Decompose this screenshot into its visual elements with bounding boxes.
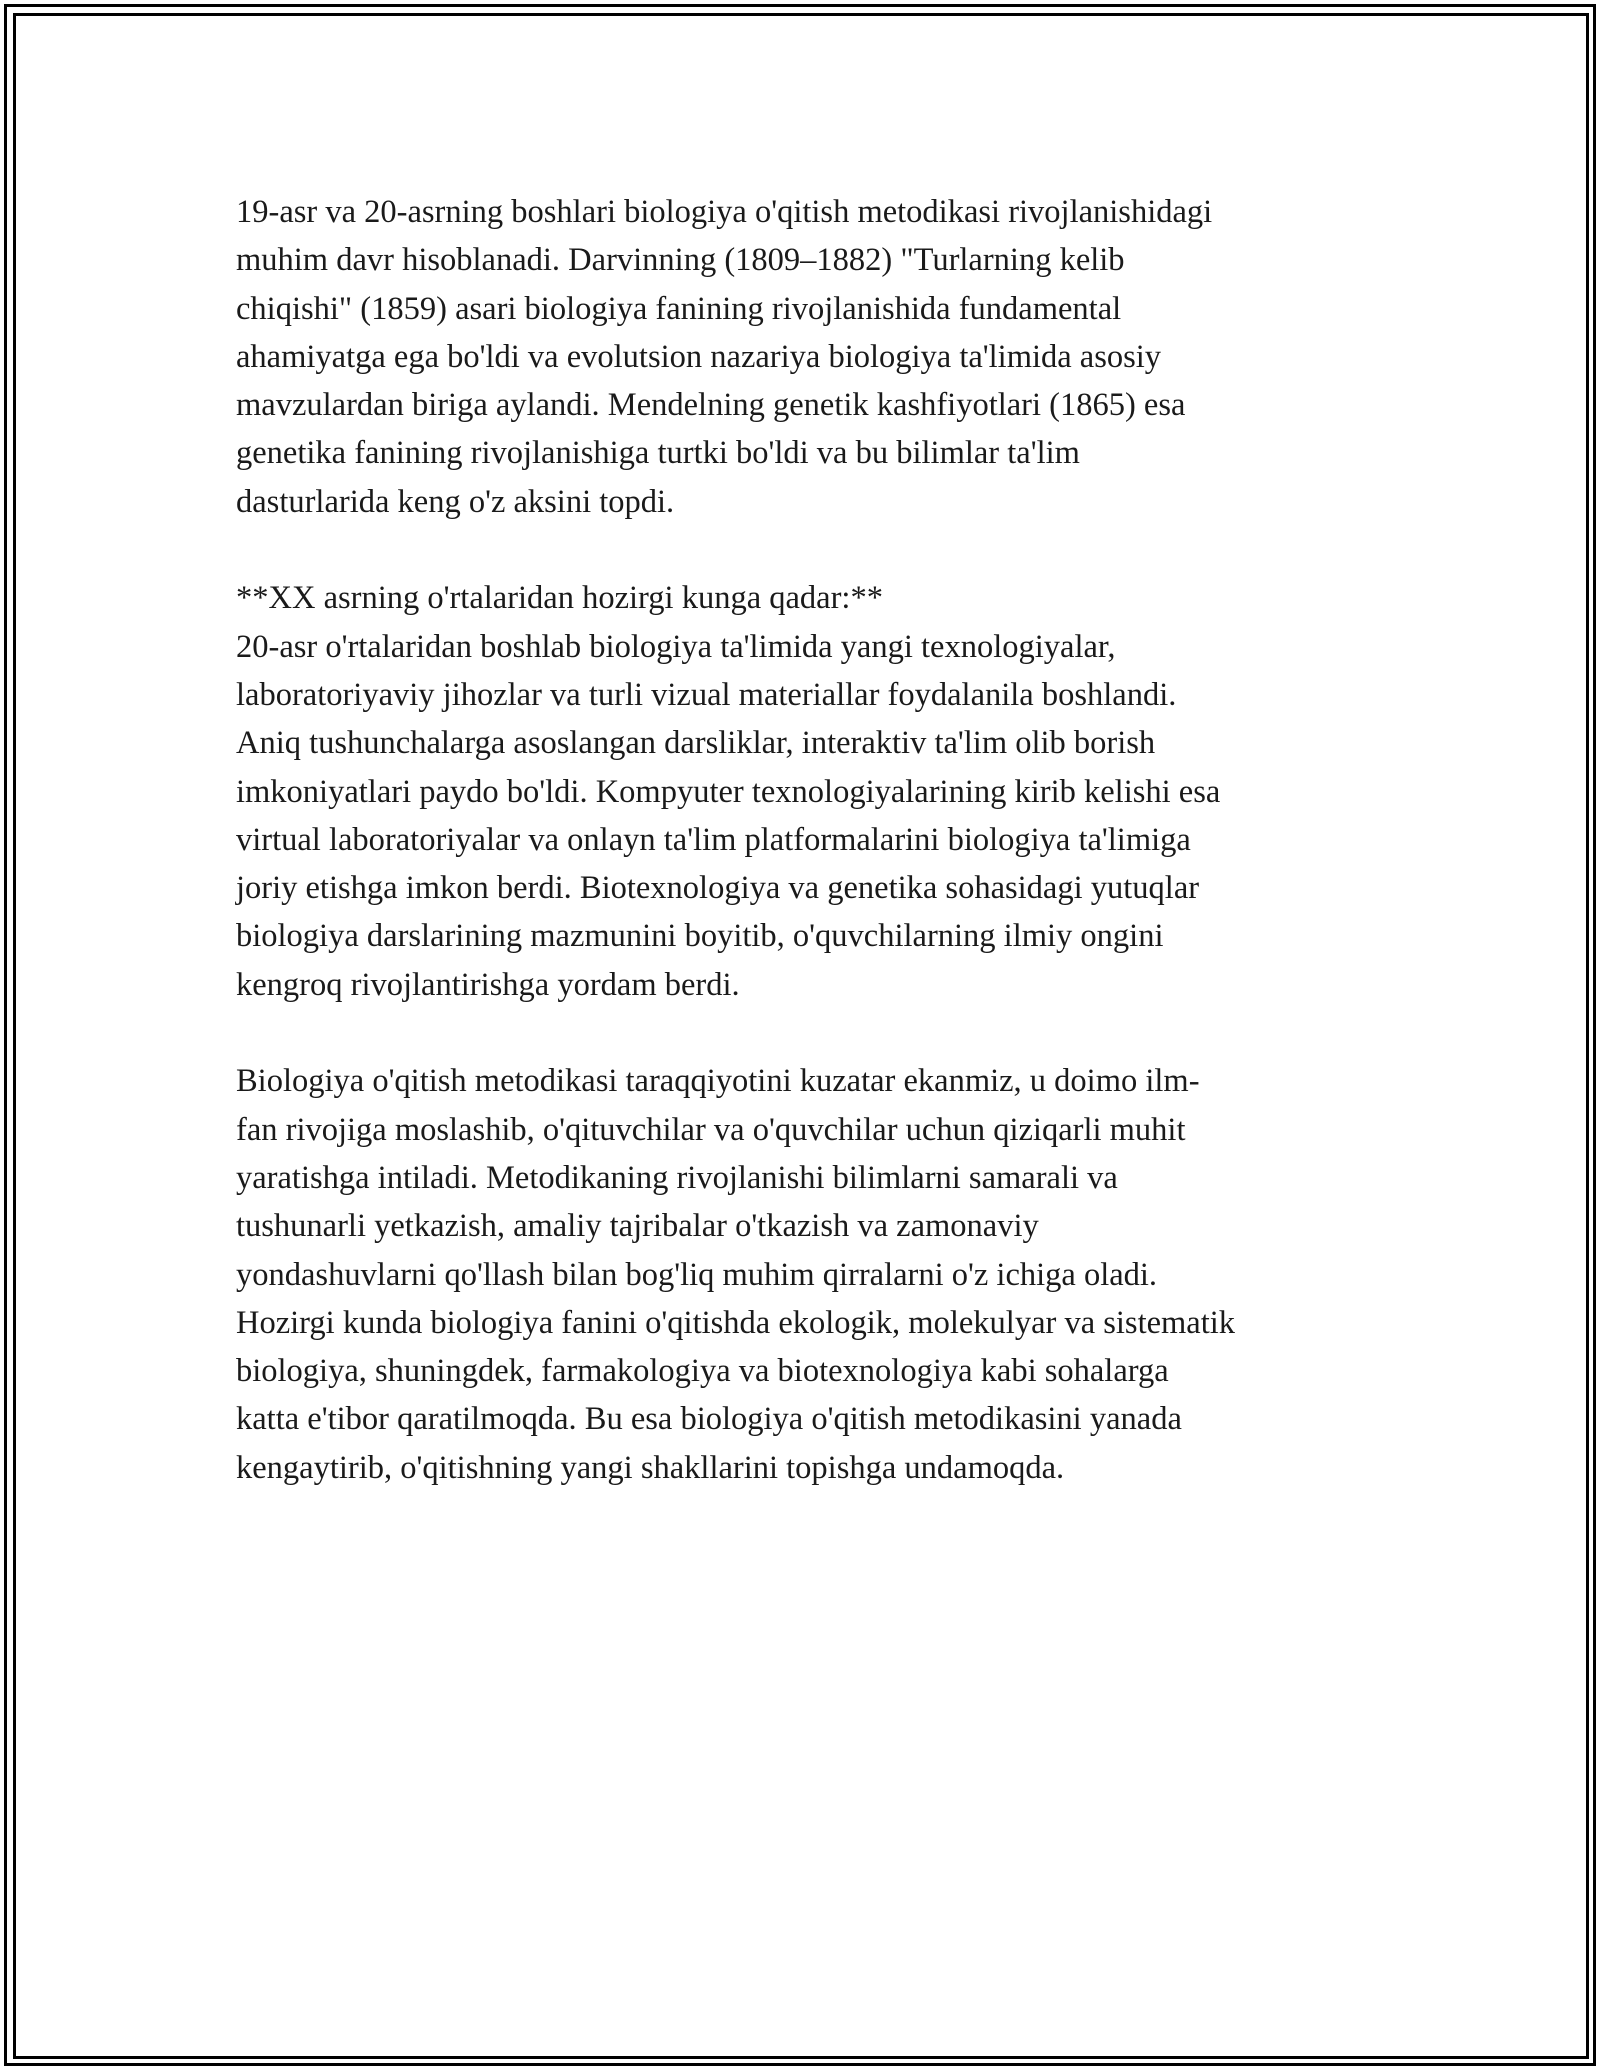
text-line: yondashuvlarni qo'llash bilan bog'liq muhim qirralarni o'z ichiga oladi. <box>236 1256 1158 1293</box>
text-line: imkoniyatlari paydo bo'ldi. Kompyuter texnologiyalarining kirib kelishi esa <box>236 773 1221 810</box>
text-line: Hozirgi kunda biologiya fanini o'qitishda ekologik, molekulyar va sistematik <box>236 1304 1236 1341</box>
text-line: Aniq tushunchalarga asoslangan darsliklar, interaktiv ta'lim olib borish <box>236 725 1156 762</box>
text-line: virtual laboratoriyalar va onlayn ta'lim platformalarini biologiya ta'limiga <box>236 821 1191 858</box>
document-body <box>236 188 1376 1492</box>
text-line: yaratishga intiladi. Metodikaning rivojlanishi bilimlarni samarali va <box>236 1159 1118 1196</box>
text-line: katta e'tibor qaratilmoqda. Bu esa biologiya o'qitish metodikasini yanada <box>236 1401 1182 1438</box>
section-heading: **XX asrning o'rtalaridan hozirgi kunga qadar:** <box>236 580 883 617</box>
text-line: kengaytirib, o'qitishning yangi shakllarini topishga undamoqda. <box>236 1449 1065 1486</box>
text-line: mavzulardan biriga aylandi. Mendelning genetik kashfiyotlari (1865) esa <box>236 387 1186 424</box>
paragraph-gap <box>236 1009 1376 1057</box>
text-line: 19-asr va 20-asrning boshlari biologiya o'qitish metodikasi rivojlanishidagi <box>236 194 1213 230</box>
text-line: kengroq rivojlantirishga yordam berdi. <box>236 966 740 1003</box>
text-line: joriy etishga imkon berdi. Biotexnologiya va genetika sohasidagi yutuqlar <box>236 870 1200 907</box>
paragraph-history <box>236 188 1376 526</box>
paragraph-gap <box>236 526 1376 574</box>
text-line: genetika fanining rivojlanishiga turtki bo'ldi va bu bilimlar ta'lim <box>236 435 1080 472</box>
text-line: tushunarli yetkazish, amaliy tajribalar o'tkazish va zamonaviy <box>236 1208 1039 1245</box>
text-line: Biologiya o'qitish metodikasi taraqqiyotini kuzatar ekanmiz, u doimo ilm- <box>236 1063 1200 1100</box>
text-line: chiqishi" (1859) asari biologiya fanining rivojlanishida fundamental <box>236 290 1122 327</box>
text-line: biologiya, shuningdek, farmakologiya va biotexnologiya kabi sohalarga <box>236 1353 1169 1390</box>
paragraph-conclusion <box>236 1057 1376 1492</box>
paragraph-modern-era <box>236 574 1376 1009</box>
text-line: muhim davr hisoblanadi. Darvinning (1809–1882) "Turlarning kelib <box>236 242 1125 279</box>
text-line: ahamiyatga ega bo'ldi va evolutsion nazariya biologiya ta'limida asosiy <box>236 338 1162 375</box>
text-line: biologiya darslarining mazmunini boyitib, o'quvchilarning ilmiy ongini <box>236 918 1164 955</box>
text-line: laboratoriyaviy jihozlar va turli vizual materiallar foydalanila boshlandi. <box>236 676 1177 713</box>
text-line: dasturlarida keng o'z aksini topdi. <box>236 483 675 520</box>
text-line: 20-asr o'rtalaridan boshlab biologiya ta'limida yangi texnologiyalar, <box>236 628 1116 665</box>
text-line: fan rivojiga moslashib, o'qituvchilar va o'quvchilar uchun qiziqarli muhit <box>236 1111 1186 1148</box>
